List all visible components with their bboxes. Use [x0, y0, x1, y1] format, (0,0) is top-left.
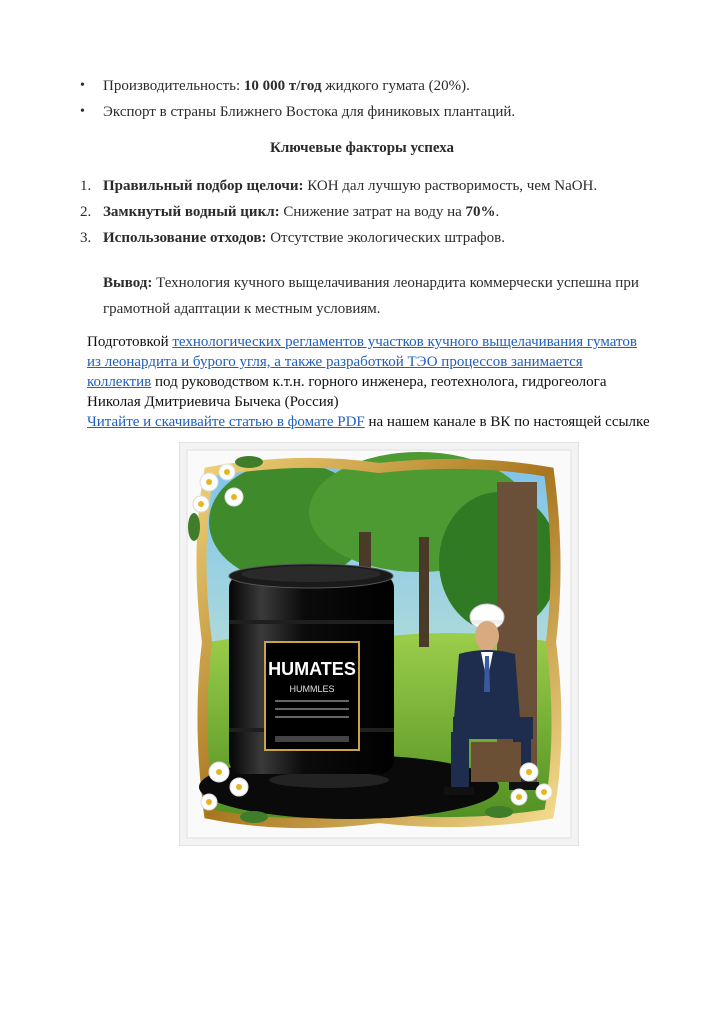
read-pdf-line: Читайте и скачивайте статью в фомате PDF на нашем канале в ВК по настоящей ссылке — [87, 414, 650, 430]
section-heading: Ключевые факторы успеха — [269, 140, 454, 156]
pdf-article-link[interactable]: Читайте и скачивайте статью в фомате PDF — [87, 414, 365, 430]
conclusion-paragraph: Вывод: Технология кучного выщелачивания леонардита коммерчески успешна при грамотной адаптации к местным условиям. — [103, 275, 639, 317]
list-item: 3. Использование отходов: Отсутствие экологических штрафов. — [80, 230, 505, 246]
humates-barrel — [229, 564, 394, 774]
list-item: • Производительность: 10 000 т/год жидкого гумата (20%). — [80, 76, 515, 102]
bullet-list — [80, 76, 515, 128]
list-item: 2. Замкнутый водный цикл: Снижение затрат на воду на 70%. — [80, 204, 500, 220]
list-item: • Экспорт в страны Ближнего Востока для финиковых плантаций. — [80, 102, 515, 128]
humates-illustration — [179, 442, 579, 846]
barrel-subtitle: HUMMLES — [289, 684, 335, 694]
success-factors-list — [80, 176, 597, 254]
author-paragraph: Подготовкой технологических регламентов участков кучного выщелачивания гуматов из леонардита и бурого угля, а также разработкой ТЭО процессов занимается коллектив под руководством к.т.н. горного инженера, геотехнолога, гидрогеолога Николая Дмитриевича Бычека (Россия) — [87, 334, 637, 410]
list-item: 1. Правильный подбор щелочи: КОН дал лучшую растворимость, чем NaOH. — [80, 178, 598, 194]
illustration-image — [179, 442, 579, 846]
barrel-title: HUMATES — [268, 659, 356, 679]
regulations-link[interactable]: технологических регламентов участков кучного выщелачивания гуматов из леонардита и бурого угля, а также разработкой ТЭО процессов занимается коллектив — [87, 334, 637, 390]
